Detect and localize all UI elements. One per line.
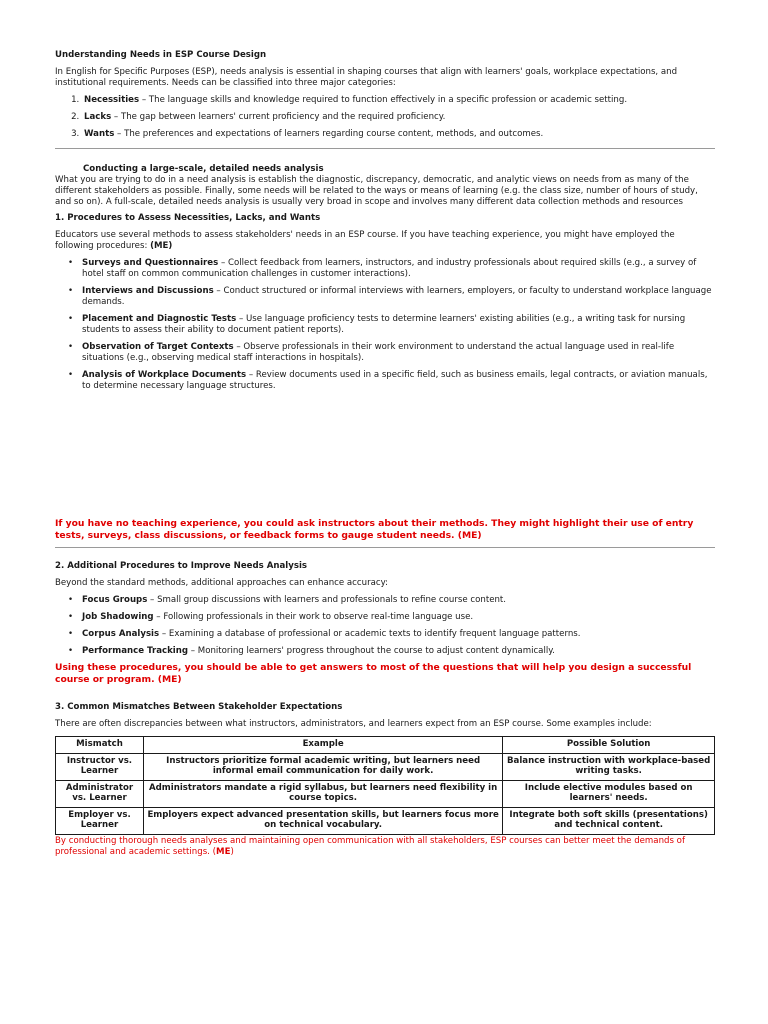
table-cell: Include elective modules based on learners' needs.	[503, 781, 715, 808]
conclusion-end: )	[230, 847, 234, 857]
procedure-term: Performance Tracking	[82, 646, 189, 656]
section2-heading: 2. Additional Procedures to Improve Needs Analysis	[55, 561, 308, 571]
divider	[55, 547, 715, 548]
procedure-term: Corpus Analysis	[82, 629, 160, 639]
procedure-desc: – Small group discussions with learners and professionals to refine course content.	[147, 595, 507, 605]
need-term: Necessities	[84, 95, 140, 105]
list-item	[82, 286, 715, 308]
list-item	[82, 129, 715, 140]
document-page	[55, 50, 715, 858]
table-row	[56, 808, 715, 835]
column-header: Mismatch	[56, 737, 144, 754]
table-row	[56, 754, 715, 781]
procedure-term: Analysis of Workplace Documents	[82, 370, 247, 380]
procedure-term: Focus Groups	[82, 595, 148, 605]
table-cell: Instructor vs. Learner	[56, 754, 144, 781]
procedure-desc: – Collect feedback from learners, instructors, and industry professionals about required skills (e.g., a survey of hotel staff on common communication challenges in customer interactions).	[82, 258, 697, 279]
procedure-term: Surveys and Questionnaires	[82, 258, 219, 268]
needs-list	[55, 95, 715, 140]
procedure-term: Job Shadowing	[82, 612, 154, 622]
document-title: Understanding Needs in ESP Course Design	[55, 50, 267, 60]
list-item	[82, 629, 715, 640]
list-item	[82, 258, 715, 280]
list-item	[82, 342, 715, 364]
column-header: Example	[143, 737, 502, 754]
procedure-desc: – Review documents used in a specific field, such as business emails, legal contracts, or aviation manuals, to determine necessary language structures.	[82, 370, 708, 391]
section1-intro-text: Educators use several methods to assess stakeholders' needs in an ESP course. If you have teaching experience, you might have employed the following procedures:	[55, 230, 675, 251]
large-scale-heading: Conducting a large-scale, detailed needs analysis	[83, 164, 324, 174]
section1-intro	[55, 230, 715, 252]
list-item	[82, 314, 715, 336]
procedure-desc: – Conduct structured or informal interviews with learners, employers, or faculty to understand workplace language demands.	[82, 286, 712, 307]
procedure-desc: – Monitoring learners' progress throughout the course to adjust content dynamically.	[188, 646, 555, 656]
section2-intro: Beyond the standard methods, additional approaches can enhance accuracy:	[55, 578, 388, 588]
table-cell: Administrator vs. Learner	[56, 781, 144, 808]
teaching-note: If you have no teaching experience, you could ask instructors about their methods. They might highlight their use of entry tests, surveys, class discussions, or feedback forms to gauge student needs. (ME)	[55, 518, 694, 541]
need-term: Lacks	[84, 112, 112, 122]
table-cell: Employer vs. Learner	[56, 808, 144, 835]
list-item	[82, 646, 715, 657]
procedures-note: Using these procedures, you should be able to get answers to most of the questions that will help you design a successful course or program. (ME)	[55, 662, 692, 685]
need-term: Wants	[84, 129, 115, 139]
need-desc: – The preferences and expectations of learners regarding course content, methods, and outcomes.	[114, 129, 544, 139]
column-header: Possible Solution	[503, 737, 715, 754]
procedures-list	[55, 258, 715, 392]
additional-procedures-list	[55, 595, 715, 657]
procedure-desc: – Observe professionals in their work environment to understand the actual language used in real-life situations (e.g., observing medical staff interactions in hospitals).	[82, 342, 675, 363]
table-cell: Integrate both soft skills (presentations) and technical content.	[503, 808, 715, 835]
list-item	[82, 112, 715, 123]
table-cell: Administrators mandate a rigid syllabus, but learners need flexibility in course topics.	[143, 781, 502, 808]
large-scale-paragraph: What you are trying to do in a need analysis is establish the diagnostic, discrepancy, democratic, and analytic views on needs from as many of the different stakeholders as possible. Finally, some needs will be related to the ways or means of learning (e.g. the class size, number of hours of study, and so on). A full-scale, detailed needs analysis is usually very broad in scope and involves many different data collection methods and resources	[55, 175, 698, 207]
conclusion-paragraph	[55, 836, 715, 858]
need-desc: – The language skills and knowledge required to function effectively in a specific profession or academic setting.	[139, 95, 628, 105]
mismatch-table	[55, 736, 715, 835]
need-desc: – The gap between learners' current proficiency and the required proficiency.	[111, 112, 446, 122]
list-item	[82, 595, 715, 606]
section3-heading: 3. Common Mismatches Between Stakeholder Expectations	[55, 702, 343, 712]
procedure-term: Observation of Target Contexts	[82, 342, 234, 352]
list-item	[82, 370, 715, 392]
list-item	[82, 612, 715, 623]
procedure-desc: – Following professionals in their work to observe real-time language use.	[153, 612, 474, 622]
table-cell: Instructors prioritize formal academic writing, but learners need informal email communication for daily work.	[143, 754, 502, 781]
table-row	[56, 781, 715, 808]
procedure-term: Interviews and Discussions	[82, 286, 214, 296]
table-cell: Employers expect advanced presentation skills, but learners focus more on technical vocabulary.	[143, 808, 502, 835]
procedure-desc: – Examining a database of professional or academic texts to identify frequent language patterns.	[159, 629, 581, 639]
me-tag: ME	[216, 847, 231, 857]
procedure-desc: – Use language proficiency tests to determine learners' existing abilities (e.g., a writing task for nursing students to assess their ability to document patient reports).	[82, 314, 686, 335]
conclusion-text: By conducting thorough needs analyses and maintaining open communication with all stakeholders, ESP courses can better meet the demands of professional and academic settings. (	[55, 836, 685, 857]
divider	[55, 148, 715, 149]
section3-intro: There are often discrepancies between what instructors, administrators, and learners expect from an ESP course. Some examples include:	[55, 719, 652, 729]
table-header-row	[56, 737, 715, 754]
procedure-term: Placement and Diagnostic Tests	[82, 314, 237, 324]
me-tag: (ME)	[150, 241, 173, 251]
intro-paragraph: In English for Specific Purposes (ESP), needs analysis is essential in shaping courses that align with learners' goals, workplace expectations, and institutional requirements. Needs can be classified into three major categories:	[55, 67, 678, 88]
list-item	[82, 95, 715, 106]
section1-heading: 1. Procedures to Assess Necessities, Lacks, and Wants	[55, 213, 321, 223]
table-cell: Balance instruction with workplace-based writing tasks.	[503, 754, 715, 781]
